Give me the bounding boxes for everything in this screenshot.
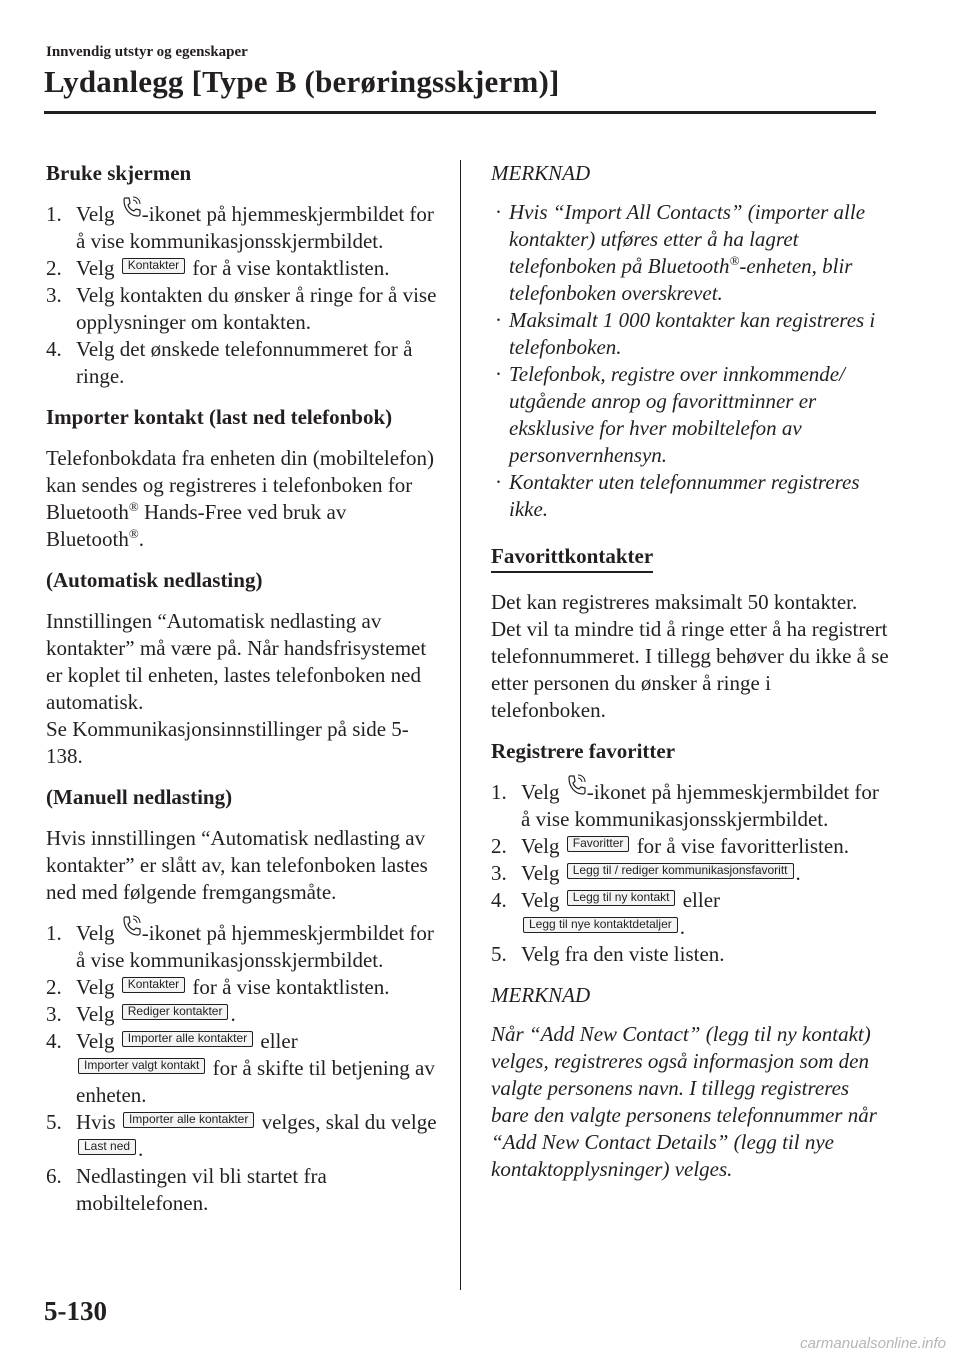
- register-step-3: 3. Velg Legg til / rediger kommunikasjonsfavoritt .: [491, 861, 801, 885]
- manual-step-6: 6. Nedlastingen vil bli startet fra mobiltelefonen.: [46, 1164, 327, 1215]
- use-step-3: 3. Velg kontakten du ønsker å ringe for å vise opplysninger om kontakten.: [46, 283, 437, 334]
- edit-contacts-button[interactable]: Rediger kontakter: [122, 1004, 229, 1020]
- download-button[interactable]: Last ned: [78, 1139, 136, 1155]
- import-all-contacts-button[interactable]: Importer alle kontakter: [123, 1112, 254, 1128]
- register-step-1: 1. Velg -ikonet på hjemmeskjermbildet for å vise kommunikasjonsskjermbildet.: [491, 779, 891, 833]
- favorites-paragraph: Det kan registreres maksimalt 50 kontakter. Det vil ta mindre tid å ringe etter å ha registrert telefonnummeret. I tillegg behøver du ikke å se etter personen du ønsker å ringe i telefonboken.: [491, 590, 889, 722]
- manual-step-2: 2. Velg Kontakter for å vise kontaktlisten.: [46, 975, 390, 999]
- page-number: 5-130: [44, 1296, 107, 1326]
- phone-icon: [566, 774, 586, 796]
- contacts-button[interactable]: Kontakter: [122, 977, 185, 993]
- phone-icon: [121, 196, 141, 218]
- watermark: carmanualsonline.info: [800, 1335, 946, 1352]
- import-paragraph: Telefonbokdata fra enheten din (mobiltelefon) kan sendes og registreres i telefonboken for Bluetooth® Hands-Free ved bruk av Bluetooth®.: [46, 446, 435, 551]
- manual-step-3: 3. Velg Rediger kontakter .: [46, 1002, 236, 1026]
- page-title: Lydanlegg [Type B (berøringsskjerm)]: [44, 64, 560, 99]
- use-steps: [46, 201, 441, 390]
- heading-import-contact: Importer kontakt (last ned telefonbok): [46, 405, 393, 429]
- manual-step-5: 5. Hvis Importer alle kontakter velges, skal du velge Last ned .: [46, 1110, 437, 1161]
- manual-download-paragraph: Hvis innstillingen “Automatisk nedlasting av kontakter” er slått av, kan telefonboken lastes ned med følgende fremgangsmåte.: [46, 826, 428, 904]
- manual-step-4: 4. Velg Importer alle kontakter eller Importer valgt kontakt for å skifte til betjening av enheten.: [46, 1029, 435, 1107]
- note-bullet: · Maksimalt 1 000 kontakter kan registreres i telefonboken.: [495, 308, 876, 359]
- header-rule: [44, 111, 876, 114]
- use-step-2: 2. Velg Kontakter for å vise kontaktlisten.: [46, 256, 390, 280]
- left-column: [46, 160, 441, 1231]
- favorites-button[interactable]: Favoritter: [567, 836, 630, 852]
- manual-step-1: 1. Velg -ikonet på hjemmeskjermbildet for å vise kommunikasjonsskjermbildet.: [46, 920, 441, 974]
- note-bullet: · Kontakter uten telefonnummer registreres ikke.: [495, 470, 860, 521]
- column-divider: [460, 160, 461, 1290]
- right-column: [491, 160, 891, 1197]
- note-title: MERKNAD: [491, 161, 591, 185]
- use-step-1: 1. Velg -ikonet på hjemmeskjermbildet for å vise kommunikasjonsskjermbildet.: [46, 201, 441, 255]
- note-paragraph: Når “Add New Contact” (legg til ny kontakt) velges, registreres også informasjon som den valgte personens navn. I tillegg registreres bare den valgte personens telefonnummer når “Add New Contact Details” (legg til nye kontaktopplysninger) velges.: [491, 1022, 877, 1181]
- contacts-button[interactable]: Kontakter: [122, 258, 185, 274]
- manual-steps: [46, 920, 441, 1217]
- note-bullet: · Telefonbok, registre over innkommende/ utgående anrop og favorittminner er eksklusive for hver mobiltelefon av personvernhensyn.: [495, 362, 845, 467]
- note-bullet: · Hvis “Import All Contacts” (importer alle kontakter) utføres etter å ha lagret telefonboken på Bluetooth®-enheten, blir telefonboken overskrevet.: [495, 200, 866, 305]
- import-selected-contact-button[interactable]: Importer valgt kontakt: [78, 1058, 205, 1074]
- auto-download-paragraph: Innstillingen “Automatisk nedlasting av kontakter” må være på. Når handsfrisystemet er koplet til enheten, lastes telefonboken ned automatisk. Se Kommunikasjonsinnstillinger på side 5-138.: [46, 609, 427, 768]
- heading-favorite-contacts: Favorittkontakter: [491, 543, 653, 573]
- register-step-2: 2. Velg Favoritter for å vise favoritterlisten.: [491, 834, 849, 858]
- add-new-contact-details-button[interactable]: Legg til nye kontaktdetaljer: [523, 917, 678, 933]
- heading-use-screen: Bruke skjermen: [46, 161, 192, 185]
- register-steps: [491, 779, 891, 968]
- register-step-5: 5. Velg fra den viste listen.: [491, 942, 725, 966]
- section-label: Innvendig utstyr og egenskaper: [46, 44, 248, 60]
- note-bullets: [491, 199, 891, 523]
- use-step-4: 4. Velg det ønskede telefonnummeret for å ringe.: [46, 337, 413, 388]
- heading-manual-download: (Manuell nedlasting): [46, 785, 233, 809]
- note-title: MERKNAD: [491, 983, 591, 1007]
- phone-icon: [121, 915, 141, 937]
- add-new-contact-button[interactable]: Legg til ny kontakt: [567, 890, 676, 906]
- heading-auto-download: (Automatisk nedlasting): [46, 568, 263, 592]
- heading-register-favorites: Registrere favoritter: [491, 739, 676, 763]
- register-step-4: 4. Velg Legg til ny kontakt eller Legg til nye kontaktdetaljer .: [491, 888, 721, 939]
- import-all-contacts-button[interactable]: Importer alle kontakter: [122, 1031, 253, 1047]
- add-edit-favorite-button[interactable]: Legg til / rediger kommunikasjonsfavoritt: [567, 863, 794, 879]
